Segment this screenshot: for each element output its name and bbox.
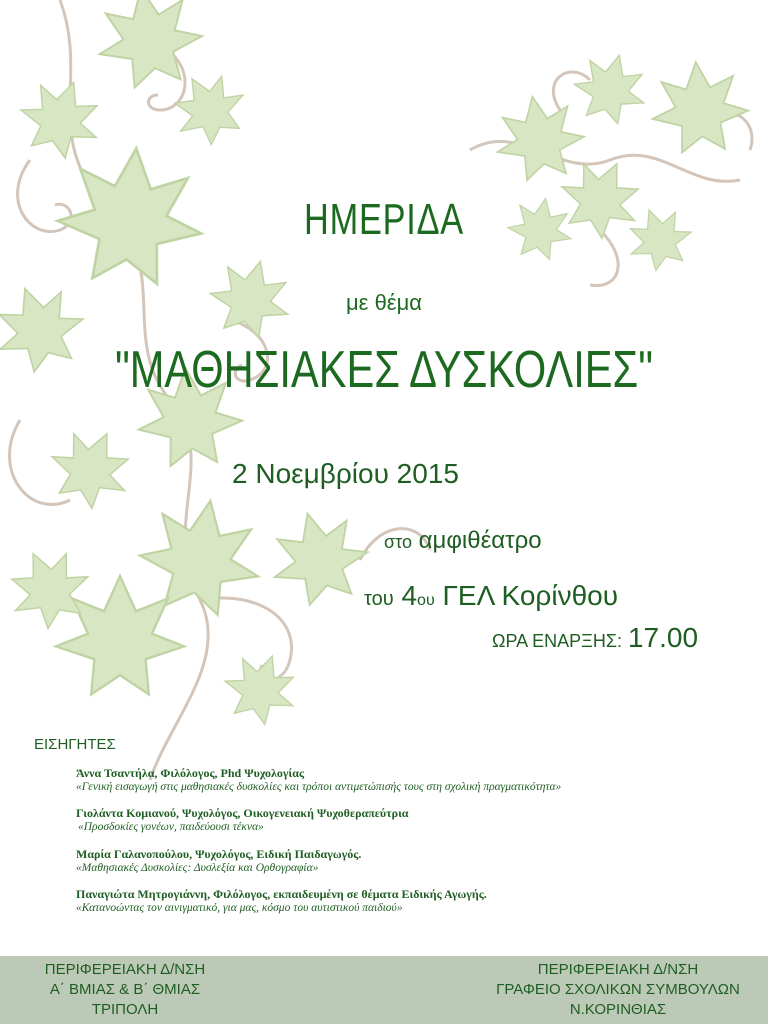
speaker-name: Μαρία Γαλανοπούλου, Ψυχολόγος, Ειδική Παιδαγωγός.: [76, 847, 362, 861]
start-time-label: ΩΡΑ ΕΝΑΡΞΗΣ:: [492, 631, 622, 651]
event-theme: "ΜΑΘΗΣΙΑΚΕΣ ΔΥΣΚΟΛΙΕΣ": [114, 341, 653, 399]
footer-right-line: ΠΕΡΙΦΕΡΕΙΑΚΗ Δ/ΝΣΗ: [537, 961, 699, 978]
speakers-heading: ΕΙΣΗΓΗΤΕΣ: [34, 736, 116, 753]
speaker-talk: «Κατανοώντας τον αινιγματικό, για μας, κόσμο του αυτιστικού παιδιού»: [76, 902, 403, 914]
speaker-entry: [76, 887, 487, 914]
speaker-name: Παναγιώτα Μητρογιάννη, Φιλόλογος, εκπαιδευμένη σε θέματα Ειδικής Αγωγής.: [76, 887, 487, 901]
speaker-entry: [76, 806, 408, 833]
speaker-entry: [76, 847, 361, 874]
school-prefix: του: [364, 588, 394, 610]
speaker-name: Γιολάντα Κομιανού, Ψυχολόγος, Οικογενειακή Ψυχοθεραπεύτρια: [76, 806, 409, 820]
footer-right-line: Ν.ΚΟΡΙΝΘΙΑΣ: [569, 1001, 667, 1018]
venue-prefix: στο: [384, 532, 412, 552]
speaker-name: Άννα Τσαντήλα, Φιλόλογος, Phd Ψυχολογίας: [76, 766, 304, 780]
speaker-talk: «Μαθησιακές Δυσκολίες: Δυσλεξία και Ορθογραφία»: [76, 862, 319, 874]
event-start-time: [492, 622, 698, 654]
school-number: 4: [401, 580, 418, 611]
event-title: ΗΜΕΡΙΔΑ: [304, 195, 464, 244]
speaker-entry: [76, 766, 561, 793]
footer-left-line: ΤΡΙΠΟΛΗ: [91, 1001, 159, 1018]
event-school: [364, 580, 618, 612]
event-subtitle: με θέμα: [345, 290, 423, 315]
footer-right-line: ΓΡΑΦΕΙΟ ΣΧΟΛΙΚΩΝ ΣΥΜΒΟΥΛΩΝ: [496, 981, 740, 998]
footer-left-line: ΠΕΡΙΦΕΡΕΙΑΚΗ Δ/ΝΣΗ: [44, 961, 206, 978]
speaker-talk: «Γενική εισαγωγή στις μαθησιακές δυσκολίες και τρόποι αντιμετώπισής τους στη σχολική πραγματικότητα»: [76, 781, 562, 793]
speaker-talk: «Προσδοκίες γονέων, παιδεύουσι τέκνα»: [78, 821, 264, 833]
footer-right: [468, 960, 768, 1020]
footer-left-line: Α΄ ΒΜΙΑΣ & Β΄ ΘΜΙΑΣ: [49, 981, 201, 998]
event-venue: [384, 527, 542, 555]
start-time-value: 17.00: [627, 622, 699, 653]
footer: [0, 956, 768, 1024]
event-date: 2 Νοεμβρίου 2015: [232, 458, 459, 489]
venue-name: αμφιθέατρο: [418, 527, 542, 554]
school-number-suffix: ου: [417, 592, 435, 609]
footer-left: [10, 960, 240, 1020]
school-name: ΓΕΛ Κορίνθου: [442, 580, 619, 611]
